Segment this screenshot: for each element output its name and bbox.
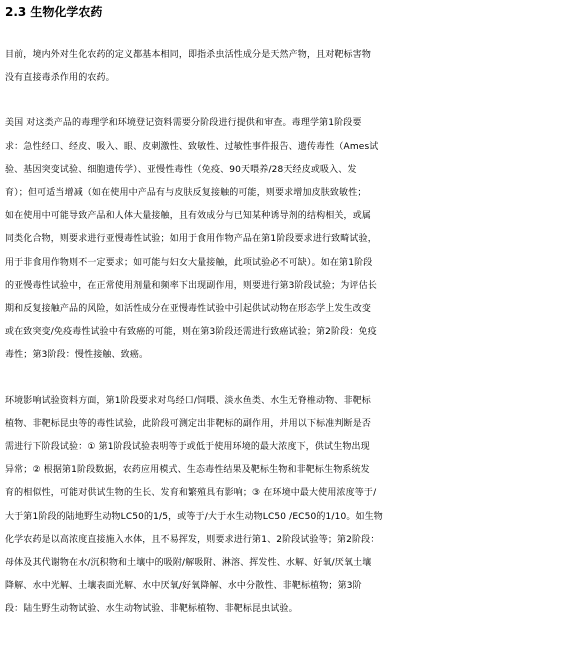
text-line: 段：陆生野生动物试验、水生动物试验、非靶标植物、非靶标昆虫试验。 bbox=[5, 604, 298, 615]
text-line: 育的相似性，可能对供试生物的生长、发育和繁殖具有影响；③ 在环境中最大使用浓度等于/ bbox=[5, 488, 377, 499]
article bbox=[5, 4, 565, 644]
text-line: 求：急性经口、经皮、吸入、眼、皮刺激性、致敏性、过敏性事件报告、遗传毒性（Ames试 bbox=[5, 141, 379, 152]
text-line: 降解、水中光解、土壤表面光解、水中厌氧/好氧降解、水中分散性、非靶标植物；第3阶 bbox=[5, 581, 362, 592]
section-heading: 2.3 生物化学农药 bbox=[5, 5, 103, 19]
text-line: 美国 对这类产品的毒理学和环境登记资料需要分阶段进行提供和审查。毒理学第1阶段要 bbox=[5, 118, 362, 129]
text-line: 用于非食用作物则不一定要求；如可能与妇女大量接触，此项试验必不可缺）。如在第1阶段 bbox=[5, 257, 373, 268]
text-line: 需进行下阶段试验：① 第1阶段试验表明等于或低于使用环境的最大浓度下，供试生物出现 bbox=[5, 442, 370, 453]
text-line: 期和反复接触产品的风险，如活性成分在亚慢毒性试验中引起供试动物在形态学上发生改变 bbox=[5, 304, 372, 315]
text-line: 异常；② 根据第1阶段数据，农药应用模式、生态毒性结果及靶标生物和非靶标生物系统发 bbox=[5, 465, 370, 476]
text-line: 验、基因突变试验、细胞遗传学）、亚慢性毒性（免疫、90天喂养/28天经皮或吸入、发 bbox=[5, 164, 357, 175]
text-line: 育）；但可适当增减（如在使用中产品有与皮肤反复接触的可能，则要求增加皮肤致敏性； bbox=[5, 188, 367, 199]
text-line: 毒性；第3阶段：慢性接触、致癌。 bbox=[5, 350, 149, 361]
paragraph-toxicology bbox=[5, 112, 565, 367]
text-line: 同类化合物，则要求进行亚慢毒性试验；如用于食用作物产品在第1阶段要求进行致畸试验， bbox=[5, 234, 377, 245]
text-line: 或在致突变/免疫毒性试验中有致癌的可能，则在第3阶段还需进行致癌试验；第2阶段：免疫 bbox=[5, 327, 377, 338]
paragraph-definition bbox=[5, 44, 565, 90]
text-line: 没有直接毒杀作用的农药。 bbox=[5, 73, 115, 84]
text-line: 植物、非靶标昆虫等的毒性试验，此阶段可测定出非靶标的副作用，并用以下标准判断是否 bbox=[5, 418, 372, 429]
text-line: 母体及其代谢物在水/沉积物和土壤中的吸附/解吸附、淋溶、挥发性、水解、好氧/厌氧土壤 bbox=[5, 558, 372, 569]
text-line: 化学农药是以高浓度直接施入水体，且不易挥发，则要求进行第1、2阶段试验等；第2阶段： bbox=[5, 534, 380, 545]
text-line: 的亚慢毒性试验中，在正常使用剂量和频率下出现副作用，则要进行第3阶段试验；为评估长 bbox=[5, 280, 377, 291]
text-line: 大于第1阶段的陆地野生动物LC50的1/5，或等于/大于水生动物LC50 /EC50的1/10。如生物 bbox=[5, 511, 383, 522]
paragraph-environment bbox=[5, 390, 565, 622]
text-line: 环境影响试验资料方面，第1阶段要求对鸟经口/饲喂、淡水鱼类、水生无脊椎动物、非靶标 bbox=[5, 395, 371, 406]
text-line: 如在使用中可能导致产品和人体大量接触，且有效成分与已知某种诱导剂的结构相关，或属 bbox=[5, 211, 372, 222]
text-line: 目前，境内外对生化农药的定义都基本相同，即指杀虫活性成分是天然产物，且对靶标害物 bbox=[5, 50, 372, 60]
